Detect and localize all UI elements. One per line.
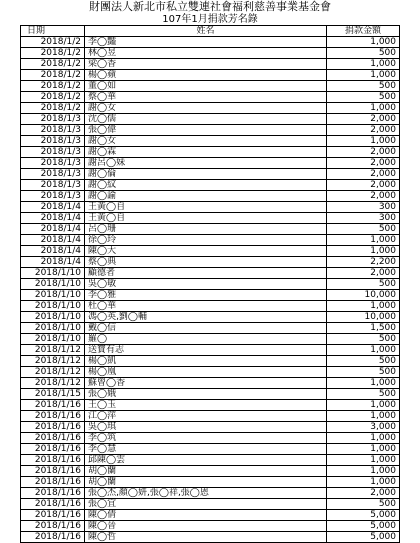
donor-name-cell: 董◯如 xyxy=(85,81,327,92)
date-cell: 2018/1/10 xyxy=(21,323,85,334)
amount-cell: 1,000 xyxy=(327,235,400,246)
table-row xyxy=(21,323,400,334)
amount-cell: 500 xyxy=(327,92,400,103)
amount-cell: 1,000 xyxy=(327,59,400,70)
table-row xyxy=(21,521,400,532)
donor-name-cell: 杜◯華 xyxy=(85,301,327,312)
date-cell: 2018/1/16 xyxy=(21,521,85,532)
table-row xyxy=(21,81,400,92)
date-cell: 2018/1/16 xyxy=(21,411,85,422)
column-header-amount: 捐款金額 xyxy=(327,26,400,37)
amount-cell: 1,000 xyxy=(327,301,400,312)
date-cell: 2018/1/16 xyxy=(21,488,85,499)
donor-name-cell: 張◯杰,顏◯妍,張◯祥,張◯恩 xyxy=(85,488,327,499)
amount-cell: 2,000 xyxy=(327,147,400,158)
donor-name-cell: 王◯玉 xyxy=(85,400,327,411)
date-cell: 2018/1/10 xyxy=(21,312,85,323)
table-row xyxy=(21,213,400,224)
amount-cell: 2,000 xyxy=(327,191,400,202)
date-cell: 2018/1/10 xyxy=(21,290,85,301)
table-row xyxy=(21,246,400,257)
table-row xyxy=(21,378,400,389)
table-row xyxy=(21,169,400,180)
amount-cell: 5,000 xyxy=(327,510,400,521)
date-cell: 2018/1/16 xyxy=(21,532,85,543)
date-cell: 2018/1/2 xyxy=(21,81,85,92)
amount-cell: 2,000 xyxy=(327,125,400,136)
table-row xyxy=(21,400,400,411)
donor-name-cell: 楊◯凱 xyxy=(85,356,327,367)
table-row xyxy=(21,334,400,345)
table-row xyxy=(21,510,400,521)
table-row xyxy=(21,532,400,543)
donor-name-cell: 陳◯大 xyxy=(85,246,327,257)
amount-cell: 1,000 xyxy=(327,411,400,422)
amount-cell: 1,000 xyxy=(327,37,400,48)
amount-cell: 3,000 xyxy=(327,422,400,433)
donor-name-cell: 馮◯英,劉◯輔 xyxy=(85,312,327,323)
date-cell: 2018/1/16 xyxy=(21,444,85,455)
amount-cell: 500 xyxy=(327,279,400,290)
date-cell: 2018/1/16 xyxy=(21,477,85,488)
date-cell: 2018/1/2 xyxy=(21,48,85,59)
amount-cell: 5,000 xyxy=(327,521,400,532)
donor-name-cell: 吳◯琪 xyxy=(85,422,327,433)
amount-cell: 1,000 xyxy=(327,433,400,444)
date-cell: 2018/1/2 xyxy=(21,92,85,103)
amount-cell: 2,000 xyxy=(327,169,400,180)
donor-name-cell: 蔡◯華 xyxy=(85,92,327,103)
amount-cell: 2,000 xyxy=(327,158,400,169)
donor-name-cell: 戴◯信 xyxy=(85,323,327,334)
donor-name-cell: 羅◯ xyxy=(85,334,327,345)
table-row xyxy=(21,345,400,356)
amount-cell: 500 xyxy=(327,389,400,400)
amount-cell: 1,000 xyxy=(327,466,400,477)
date-cell: 2018/1/10 xyxy=(21,268,85,279)
date-cell: 2018/1/4 xyxy=(21,246,85,257)
donor-name-cell: 王黃◯自 xyxy=(85,202,327,213)
donor-name-cell: 陳◯倩 xyxy=(85,510,327,521)
donor-name-cell: 李◯慧 xyxy=(85,444,327,455)
date-cell: 2018/1/15 xyxy=(21,389,85,400)
table-row xyxy=(21,499,400,510)
donor-name-cell: 送寶有志 xyxy=(85,345,327,356)
date-cell: 2018/1/12 xyxy=(21,345,85,356)
donor-name-cell: 張◯宜 xyxy=(85,499,327,510)
date-cell: 2018/1/2 xyxy=(21,37,85,48)
donor-name-cell: 謝◯霖 xyxy=(85,147,327,158)
donor-name-cell: 呂◯珊 xyxy=(85,224,327,235)
donor-name-cell: 吳◯敏 xyxy=(85,279,327,290)
date-cell: 2018/1/3 xyxy=(21,147,85,158)
amount-cell: 300 xyxy=(327,213,400,224)
donor-name-cell: 張◯偉 xyxy=(85,125,327,136)
donor-name-cell: 謝◯女 xyxy=(85,136,327,147)
donor-name-cell: 顧德者 xyxy=(85,268,327,279)
amount-cell: 1,000 xyxy=(327,103,400,114)
date-cell: 2018/1/4 xyxy=(21,235,85,246)
donor-name-cell: 謝◯女 xyxy=(85,103,327,114)
date-cell: 2018/1/3 xyxy=(21,191,85,202)
date-cell: 2018/1/2 xyxy=(21,70,85,81)
date-cell: 2018/1/4 xyxy=(21,213,85,224)
date-cell: 2018/1/12 xyxy=(21,367,85,378)
date-cell: 2018/1/12 xyxy=(21,378,85,389)
date-cell: 2018/1/3 xyxy=(21,114,85,125)
date-cell: 2018/1/2 xyxy=(21,59,85,70)
table-row xyxy=(21,422,400,433)
amount-cell: 1,000 xyxy=(327,455,400,466)
amount-cell: 500 xyxy=(327,48,400,59)
date-cell: 2018/1/4 xyxy=(21,224,85,235)
amount-cell: 500 xyxy=(327,367,400,378)
table-row xyxy=(21,224,400,235)
amount-cell: 5,000 xyxy=(327,532,400,543)
amount-cell: 1,000 xyxy=(327,345,400,356)
date-cell: 2018/1/4 xyxy=(21,257,85,268)
donor-name-cell: 謝呂◯妹 xyxy=(85,158,327,169)
amount-cell: 10,000 xyxy=(327,312,400,323)
donation-table xyxy=(20,25,400,543)
amount-cell: 500 xyxy=(327,499,400,510)
table-row xyxy=(21,59,400,70)
amount-cell: 2,200 xyxy=(327,257,400,268)
date-cell: 2018/1/3 xyxy=(21,158,85,169)
donor-name-cell: 李◯雅 xyxy=(85,290,327,301)
amount-cell: 10,000 xyxy=(327,290,400,301)
amount-cell: 500 xyxy=(327,81,400,92)
amount-cell: 1,000 xyxy=(327,70,400,81)
amount-cell: 1,000 xyxy=(327,477,400,488)
table-row xyxy=(21,444,400,455)
amount-cell: 2,000 xyxy=(327,488,400,499)
donor-name-cell: 李◯筑 xyxy=(85,433,327,444)
table-row xyxy=(21,103,400,114)
table-row xyxy=(21,48,400,59)
amount-cell: 500 xyxy=(327,334,400,345)
donor-name-cell: 謝◯紋 xyxy=(85,180,327,191)
table-row xyxy=(21,92,400,103)
date-cell: 2018/1/10 xyxy=(21,334,85,345)
table-row xyxy=(21,158,400,169)
donor-name-cell: 林◯昱 xyxy=(85,48,327,59)
amount-cell: 500 xyxy=(327,224,400,235)
table-row xyxy=(21,312,400,323)
table-row xyxy=(21,477,400,488)
donor-name-cell: 謝◯倫 xyxy=(85,169,327,180)
donor-name-cell: 楊◯凰 xyxy=(85,367,327,378)
amount-cell: 1,000 xyxy=(327,444,400,455)
date-cell: 2018/1/4 xyxy=(21,202,85,213)
donor-name-cell: 楊◯蘋 xyxy=(85,70,327,81)
donor-name-cell: 李◯豔 xyxy=(85,37,327,48)
donor-name-cell: 沈◯儒 xyxy=(85,114,327,125)
table-body xyxy=(21,37,400,543)
table-row xyxy=(21,268,400,279)
table-row xyxy=(21,70,400,81)
donor-name-cell: 梁◯香 xyxy=(85,59,327,70)
donor-name-cell: 邱陳◯雲 xyxy=(85,455,327,466)
date-cell: 2018/1/16 xyxy=(21,400,85,411)
date-cell: 2018/1/3 xyxy=(21,136,85,147)
date-cell: 2018/1/12 xyxy=(21,356,85,367)
table-row xyxy=(21,466,400,477)
date-cell: 2018/1/10 xyxy=(21,279,85,290)
table-row xyxy=(21,136,400,147)
table-row xyxy=(21,488,400,499)
donor-name-cell: 徐◯玲 xyxy=(85,235,327,246)
donor-name-cell: 蘇曾◯香 xyxy=(85,378,327,389)
organization-title: 財團法人新北市私立雙連社會福利慈善事業基金會 xyxy=(89,0,331,13)
date-cell: 2018/1/3 xyxy=(21,180,85,191)
date-cell: 2018/1/16 xyxy=(21,510,85,521)
table-row xyxy=(21,356,400,367)
amount-cell: 1,000 xyxy=(327,136,400,147)
donor-name-cell: 王黃◯自 xyxy=(85,213,327,224)
column-header-name: 姓名 xyxy=(85,26,327,37)
amount-cell: 2,000 xyxy=(327,114,400,125)
amount-cell: 1,500 xyxy=(327,323,400,334)
donor-name-cell: 胡◯蘭 xyxy=(85,477,327,488)
table-row xyxy=(21,147,400,158)
column-header-date: 日期 xyxy=(21,26,85,37)
table-row xyxy=(21,114,400,125)
donor-name-cell: 胡◯蘭 xyxy=(85,466,327,477)
table-row xyxy=(21,191,400,202)
table-row xyxy=(21,367,400,378)
table-row xyxy=(21,202,400,213)
donor-name-cell: 陳◯哲 xyxy=(85,532,327,543)
amount-cell: 300 xyxy=(327,202,400,213)
amount-cell: 2,000 xyxy=(327,180,400,191)
date-cell: 2018/1/2 xyxy=(21,103,85,114)
table-row xyxy=(21,433,400,444)
date-cell: 2018/1/16 xyxy=(21,433,85,444)
amount-cell: 500 xyxy=(327,356,400,367)
table-row xyxy=(21,257,400,268)
table-row xyxy=(21,37,400,48)
donor-name-cell: 江◯萍 xyxy=(85,411,327,422)
date-cell: 2018/1/16 xyxy=(21,422,85,433)
date-cell: 2018/1/16 xyxy=(21,499,85,510)
amount-cell: 1,000 xyxy=(327,378,400,389)
amount-cell: 1,000 xyxy=(327,246,400,257)
date-cell: 2018/1/16 xyxy=(21,455,85,466)
date-cell: 2018/1/3 xyxy=(21,169,85,180)
table-row xyxy=(21,279,400,290)
document-subtitle: 107年1月捐款芳名錄 xyxy=(162,14,258,25)
table-row xyxy=(21,455,400,466)
date-cell: 2018/1/16 xyxy=(21,466,85,477)
table-row xyxy=(21,235,400,246)
donor-name-cell: 謝◯諭 xyxy=(85,191,327,202)
donor-name-cell: 蔡◯典 xyxy=(85,257,327,268)
table-row xyxy=(21,389,400,400)
amount-cell: 1,000 xyxy=(327,400,400,411)
table-row xyxy=(21,301,400,312)
date-cell: 2018/1/10 xyxy=(21,301,85,312)
table-header-row xyxy=(21,26,400,37)
donor-name-cell: 陳◯晉 xyxy=(85,521,327,532)
table-row xyxy=(21,290,400,301)
table-row xyxy=(21,125,400,136)
table-row xyxy=(21,180,400,191)
amount-cell: 2,000 xyxy=(327,268,400,279)
donor-name-cell: 張◯娥 xyxy=(85,389,327,400)
date-cell: 2018/1/3 xyxy=(21,125,85,136)
